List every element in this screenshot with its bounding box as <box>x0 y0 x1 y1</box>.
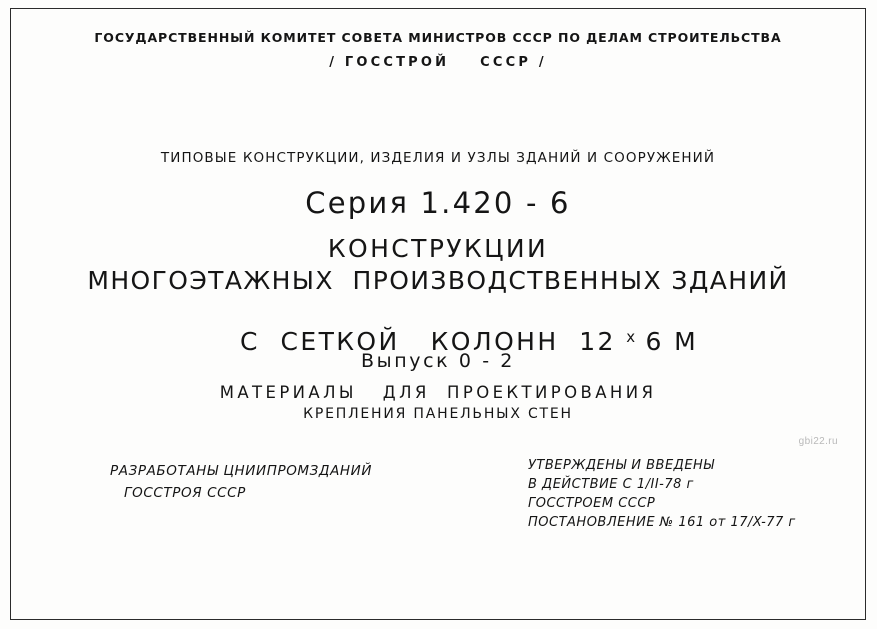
title-line-3-tail: 6 М <box>635 327 699 356</box>
document-subtitle: ТИПОВЫЕ КОНСТРУКЦИИ, ИЗДЕЛИЯ И УЗЛЫ ЗДАНИЙ И СООРУЖЕНИЙ <box>160 150 716 166</box>
series-number: Серия 1.420 - 6 <box>305 186 571 220</box>
approved-by-line-2: В ДЕЙСТВИЕ С 1/II-78 г <box>528 477 694 492</box>
title-line-3-text: С СЕТКОЙ КОЛОНН 12 <box>240 327 627 356</box>
approved-by-line-4: ПОСТАНОВЛЕНИЕ № 161 от 17/X-77 г <box>528 515 796 530</box>
developed-by-block <box>110 460 372 504</box>
title-line-1: КОНСТРУКЦИИ <box>327 234 549 263</box>
document-body <box>10 8 866 620</box>
watermark-text: gbi22.ru <box>798 436 838 447</box>
materials-line-2: КРЕПЛЕНИЯ ПАНЕЛЬНЫХ СТЕН <box>303 406 573 422</box>
issue-number: Выпуск 0 - 2 <box>361 350 515 372</box>
header-line-1: ГОСУДАРСТВЕННЫЙ КОМИТЕТ СОВЕТА МИНИСТРОВ СССР ПО ДЕЛАМ СТРОИТЕЛЬСТВА <box>94 30 782 45</box>
approved-by-block <box>528 456 796 532</box>
header-line-2: / ГОССТРОЙ СССР / <box>329 55 547 70</box>
approved-by-line-3: ГОССТРОЕМ СССР <box>528 496 656 511</box>
title-line-2: МНОГОЭТАЖНЫХ ПРОИЗВОДСТВЕННЫХ ЗДАНИЙ <box>87 266 789 295</box>
materials-line-1: МАТЕРИАЛЫ ДЛЯ ПРОЕКТИРОВАНИЯ <box>219 383 657 402</box>
developed-by-line-2: ГОССТРОЯ СССР <box>124 485 246 501</box>
developed-by-line-1: РАЗРАБОТАНЫ ЦНИИПРОМЗДАНИЙ <box>110 463 373 479</box>
title-line-3-superscript: х <box>626 328 636 346</box>
approved-by-line-1: УТВЕРЖДЕНЫ И ВВЕДЕНЫ <box>528 458 715 473</box>
